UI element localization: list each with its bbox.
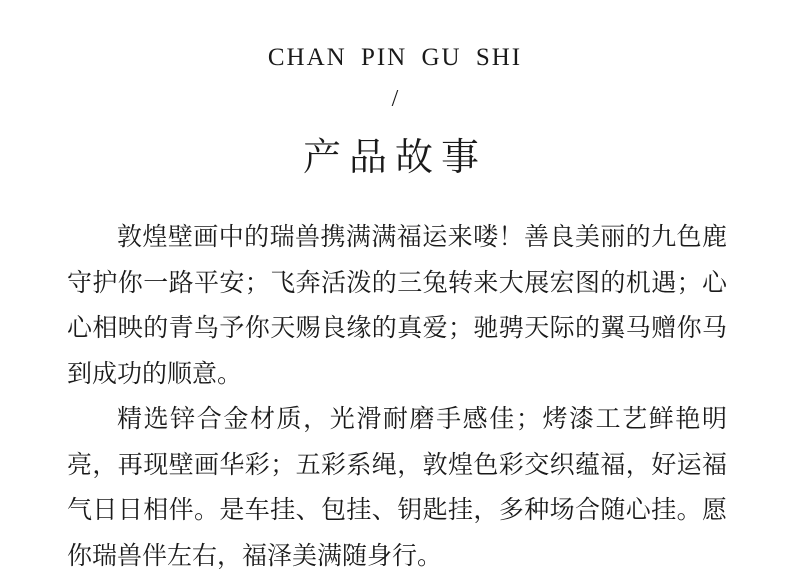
story-paragraph: 敦煌壁画中的瑞兽携满满福运来喽！善良美丽的九色鹿守护你一路平安；飞奔活泼的三兔转来大展宏图的机遇；心心相映的青鸟予你天赐良缘的真爱；驰骋天际的翼马赠你马到成功的顺意。 [67, 222, 727, 388]
story-paragraph: 精选锌合金材质，光滑耐磨手感佳；烤漆工艺鲜艳明亮，再现壁画华彩；五彩系绳，敦煌色彩交织蕴福，好运福气日日相伴。是车挂、包挂、钥匙挂，多种场合随心挂。愿你瑞兽伴左右，福泽美满随身行。 [67, 404, 727, 570]
story-body [67, 214, 727, 578]
page-title: 产品故事 [302, 135, 487, 179]
pinyin-heading: CHAN PIN GU SHI [267, 44, 523, 71]
divider-slash: / [391, 86, 399, 112]
